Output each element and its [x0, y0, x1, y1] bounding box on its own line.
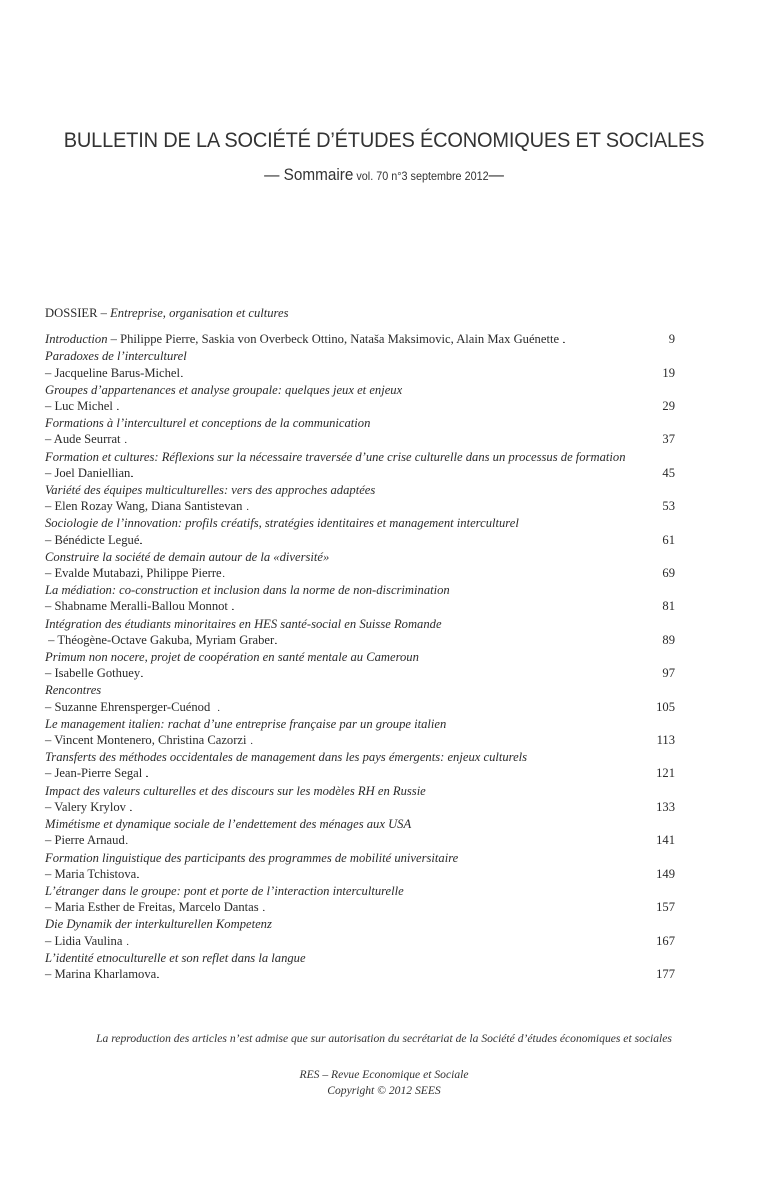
- toc-entry-title[interactable]: Formation et cultures: Réflexions sur la nécessaire traversée d’une crise culturelle dans un processus de formation: [45, 449, 626, 464]
- toc-entry-title[interactable]: Die Dynamik der interkulturellen Kompetenz: [45, 917, 272, 932]
- toc-entry-authors: – Isabelle Gothuey: [45, 666, 141, 681]
- toc-entry-title[interactable]: Transferts des méthodes occidentales de management dans les pays émergents: enjeux culturels: [45, 750, 528, 765]
- toc-entry-row[interactable]: [45, 398, 675, 415]
- toc-entry-authors: – Bénédicte Legué: [45, 532, 140, 547]
- toc-entry-row[interactable]: [45, 732, 675, 749]
- dot-leader: [130, 799, 655, 816]
- page-number: 105: [656, 699, 675, 714]
- toc-entry-row[interactable]: [45, 866, 675, 883]
- toc-entry-row[interactable]: [45, 498, 675, 515]
- page-number: 133: [656, 799, 675, 814]
- copyright: Copyright © 2012 SEES: [327, 1084, 441, 1097]
- issue-subtitle: [38, 165, 729, 185]
- page-number: 29: [662, 399, 675, 414]
- toc-entry-authors: – Valery Krylov: [45, 799, 130, 814]
- journal-name: RES – Revue Economique et Sociale: [299, 1068, 469, 1081]
- toc-entry-authors: – Jean-Pierre Segal: [45, 766, 146, 781]
- toc-entry-row[interactable]: [45, 899, 675, 916]
- toc-entry-authors: – Luc Michel: [45, 399, 116, 414]
- toc-entry-row[interactable]: [45, 431, 675, 448]
- dot-leader: [157, 966, 655, 983]
- toc-entry-authors: – Vincent Montenero, Christina Cazorzi: [45, 733, 250, 748]
- toc-entry-authors: – Marina Kharlamova: [45, 966, 157, 981]
- toc-entry-authors: – Evalde Mutabazi, Philippe Pierre: [45, 566, 222, 581]
- dot-leader: [181, 365, 661, 382]
- dot-leader: [251, 732, 656, 749]
- dot-leader: [125, 431, 662, 448]
- toc-entry-row[interactable]: [45, 598, 675, 615]
- toc-entry-authors: – Shabname Meralli-Ballou Monnot: [45, 599, 232, 614]
- toc-entry-authors: – Joel Daniellian: [45, 465, 131, 480]
- bulletin-title: BULLETIN DE LA SOCIÉTÉ D’ÉTUDES ÉCONOMIQUES ET SOCIALES: [63, 128, 705, 152]
- dot-leader: [275, 632, 661, 649]
- dot-leader: [127, 933, 656, 950]
- toc-entry-row[interactable]: [45, 365, 675, 382]
- toc-entry-title[interactable]: Impact des valeurs culturelles et des discours sur les modèles RH en Russie: [45, 783, 426, 798]
- page-number: 149: [656, 866, 675, 881]
- reproduction-notice: La reproduction des articles n’est admise que sur autorisation du secrétariat de la Société d’études économiques et sociales: [96, 1032, 672, 1045]
- publisher-info: [0, 1067, 768, 1099]
- toc-entry-title[interactable]: Paradoxes de l’interculturel: [45, 349, 187, 364]
- page-number: 53: [662, 499, 675, 514]
- dot-leader: [263, 899, 655, 916]
- page-number: 157: [656, 900, 675, 915]
- toc-entry-row[interactable]: [45, 565, 675, 582]
- dot-leader: [218, 699, 656, 716]
- intro-label: Introduction: [45, 332, 108, 347]
- toc-intro-row[interactable]: [45, 331, 675, 348]
- toc-entry-title[interactable]: Rencontres: [45, 683, 102, 698]
- dot-leader: [140, 532, 661, 549]
- toc-entry-title[interactable]: Groupes d’appartenances et analyse groupale: quelques jeux et enjeux: [45, 382, 403, 397]
- toc-entry-authors: – Lidia Vaulina: [45, 933, 126, 948]
- toc-entry-row[interactable]: [45, 632, 675, 649]
- intro-authors: – Philippe Pierre, Saskia von Overbeck Ottino, Nataša Maksimovic, Alain Max Guénette: [107, 332, 563, 347]
- toc-entry-title[interactable]: Formation linguistique des participants des programmes de mobilité universitaire: [45, 850, 459, 865]
- toc-entry-row[interactable]: [45, 699, 675, 716]
- toc-entry-authors: – Maria Tchistova: [45, 866, 137, 881]
- page-number: 61: [662, 532, 675, 547]
- dash-left: —: [264, 165, 284, 184]
- toc-entry-title[interactable]: L’identité etnoculturelle et son reflet dans la langue: [45, 950, 306, 965]
- toc-entry-row[interactable]: [45, 465, 675, 482]
- toc-entry-title[interactable]: La médiation: co-construction et inclusion dans la norme de non-discrimination: [45, 583, 450, 598]
- toc-entry-authors: – Suzanne Ehrensperger-Cuénod: [45, 699, 217, 714]
- toc-entry-row[interactable]: [45, 832, 675, 849]
- toc-entry-title[interactable]: Mimétisme et dynamique sociale de l’endettement des ménages aux USA: [45, 817, 412, 832]
- dot-leader: [563, 331, 668, 348]
- page-number: 167: [656, 933, 675, 948]
- toc-entry-title[interactable]: Le management italien: rachat d’une entreprise française par un groupe italien: [45, 716, 447, 731]
- toc-entry-row[interactable]: [45, 665, 675, 682]
- page-number: 37: [662, 432, 675, 447]
- page-number: 9: [668, 332, 675, 347]
- toc-entry-row[interactable]: [45, 532, 675, 549]
- dot-leader: [232, 598, 661, 615]
- toc-entry-title[interactable]: L’étranger dans le groupe: pont et porte de l’interaction interculturelle: [45, 883, 404, 898]
- toc-entry-title[interactable]: Primum non nocere, projet de coopération en santé mentale au Cameroun: [45, 650, 419, 665]
- dossier-theme: Entreprise, organisation et cultures: [110, 306, 289, 320]
- dossier-heading: [45, 305, 675, 321]
- page-number: 81: [662, 599, 675, 614]
- dot-leader: [146, 765, 655, 782]
- toc-entry-authors: – Pierre Arnaud: [45, 833, 125, 848]
- dossier-label: DOSSIER –: [45, 306, 111, 320]
- sommaire-label: Sommaire: [283, 165, 354, 184]
- page-number: 121: [656, 766, 675, 781]
- page-number: 177: [656, 966, 675, 981]
- toc-entries: [45, 348, 675, 983]
- toc-entry-authors: – Maria Esther de Freitas, Marcelo Dantas: [45, 900, 262, 915]
- volume-info: vol. 70 n°3 septembre 2012: [353, 169, 489, 183]
- table-of-contents: [45, 305, 675, 983]
- page-number: 113: [656, 733, 675, 748]
- toc-entry-authors: – Aude Seurrat: [45, 432, 124, 447]
- toc-entry-row[interactable]: [45, 765, 675, 782]
- page-number: 97: [662, 666, 675, 681]
- dot-leader: [131, 465, 661, 482]
- toc-entry-authors: – Théogène-Octave Gakuba, Myriam Graber: [45, 632, 275, 647]
- dot-leader: [223, 565, 662, 582]
- dash-right: —: [488, 165, 504, 184]
- toc-entry-authors: – Elen Rozay Wang, Diana Santistevan: [45, 499, 246, 514]
- toc-entry-title[interactable]: Intégration des étudiants minoritaires en HES santé-social en Suisse Romande: [45, 616, 442, 631]
- page-number: 141: [656, 833, 675, 848]
- dot-leader: [117, 398, 661, 415]
- dot-leader: [137, 866, 655, 883]
- toc-entry-row[interactable]: [45, 966, 675, 983]
- toc-entry-title[interactable]: Sociologie de l’innovation: profils créatifs, stratégies identitaires et management interculturel: [45, 516, 519, 531]
- page-number: 19: [662, 365, 675, 380]
- dot-leader: [126, 832, 655, 849]
- dot-leader: [141, 665, 661, 682]
- dot-leader: [247, 498, 662, 515]
- page-number: 89: [662, 632, 675, 647]
- page-number: 45: [662, 465, 675, 480]
- toc-entry-title[interactable]: Variété des équipes multiculturelles: vers des approches adaptées: [45, 483, 376, 498]
- toc-entry-title[interactable]: Formations à l’interculturel et conceptions de la communication: [45, 416, 371, 431]
- toc-entry-title[interactable]: Construire la société de demain autour de la «diversité»: [45, 549, 330, 564]
- toc-entry-row[interactable]: [45, 933, 675, 950]
- toc-entry-row[interactable]: [45, 799, 675, 816]
- page-number: 69: [662, 566, 675, 581]
- toc-entry-authors: – Jacqueline Barus-Michel: [45, 365, 180, 380]
